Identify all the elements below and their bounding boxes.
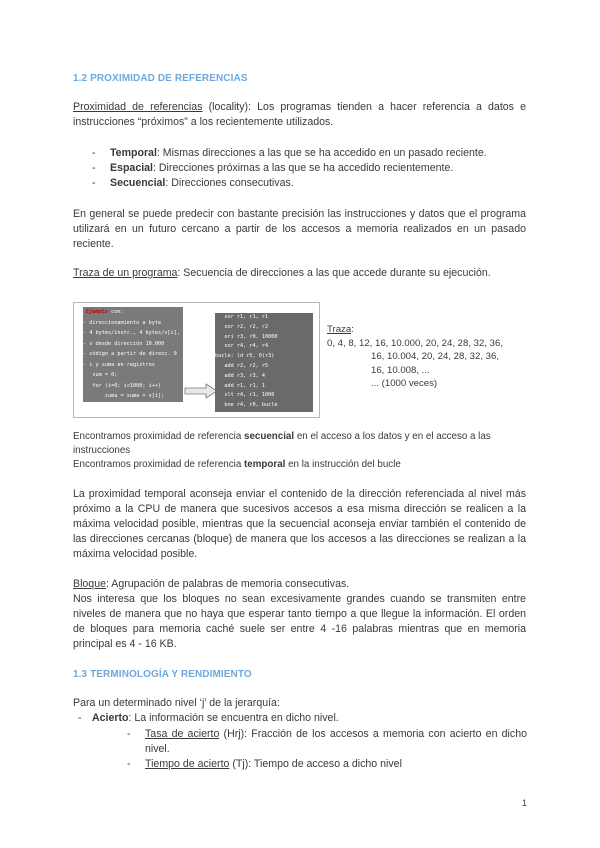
asm-line: bne r4, r0, bucle [215, 402, 278, 409]
paragraph-traza-def [73, 266, 533, 281]
asm-line: add r2, r2, r5 [215, 362, 269, 369]
locality-types-list [92, 146, 530, 191]
text-bloque: : Agrupación de palabras de memoria consecutivas. [106, 578, 350, 590]
traza-line-4: ... (1000 veces) [371, 378, 438, 389]
code-line: - i y suma en registros [83, 361, 155, 368]
acierto-text: : La información se encuentra en dicho nivel. [128, 712, 339, 724]
section-heading-1-3: 1.3 TERMINOLOGÍA Y RENDIMIENTO [73, 669, 252, 680]
finding-text: Encontramos proximidad de referencia [73, 431, 244, 442]
code-line: - código a partir de direcc. 0 [83, 351, 177, 357]
text-proximidad: (locality): Los programas tienden a hacer referencia a datos e instrucciones “próximos” a los recientemente utilizados. [73, 101, 526, 128]
asm-line: add r1, r1, 1 [215, 382, 265, 389]
finding-text: en el acceso a los datos y en el acceso a las instrucciones [73, 431, 491, 456]
tiempo-acierto-item: - Tiempo de acierto (Tj): Tiempo de acceso a dicho nivel [127, 758, 402, 770]
finding-text: Encontramos proximidad de referencia [73, 459, 244, 470]
bullet-text: : Direcciones próximas a las que se ha accedido recientemente. [153, 162, 454, 174]
code-line: - v desde dirección 10.000 [83, 340, 165, 347]
bullet-text: : Mismas direcciones a las que se ha accedido en un pasado reciente. [156, 147, 487, 159]
code-line: suma = suma + v[i]; [83, 393, 165, 399]
example-title: Ejemplo [86, 309, 108, 315]
asm-line: xor r1, r1, r1 [215, 314, 269, 320]
asm-line: slt r4, r1, 1000 [215, 392, 275, 399]
section-heading-1-2: 1.2 PROXIMIDAD DE REFERENCIAS [73, 73, 248, 84]
asm-line: add r3, r3, 4 [215, 372, 265, 379]
list-item: - Temporal: Mismas direcciones a las que se ha accedido en un pasado reciente. [92, 147, 487, 159]
paragraph-tamano-bloques: Nos interesa que los bloques no sean excesivamente grandes cuando se transmiten entre niveles de manera que no haya que esperar tanto tiempo a que llegue la información. El orden de bloques para memoria caché suele ser entre 4 -16 palabras mientras que en memoria principal es 4 - 16 KB. [73, 593, 526, 650]
list-item: - Espacial: Direcciones próximas a las que se ha accedido recientemente. [92, 162, 454, 174]
traza-colon: : [351, 324, 354, 335]
term-bloque: Bloque [73, 578, 106, 590]
finding-text: en la instrucción del bucle [285, 459, 401, 470]
term-secuencial: Secuencial [110, 177, 166, 189]
paragraph-bloque [73, 577, 533, 592]
page-number: 1 [522, 798, 528, 808]
asm-line: ori r3, r0, 10000 [215, 333, 278, 340]
bullet-text: : Direcciones consecutivas. [165, 177, 294, 189]
traza-line-2: 16, 10.004, 20, 24, 28, 32, 36, [371, 351, 500, 362]
tasa-acierto-item: - Tasa de acierto (Hrj): Fracción de los accesos a memoria con acierto en dicho nivel. [127, 728, 527, 755]
traza-label [327, 323, 354, 336]
example-code-panel [83, 307, 183, 402]
term-acierto: Acierto [92, 712, 129, 724]
traza-line-1: 0, 4, 8, 12, 16, 10.000, 20, 24, 28, 32, 36, [327, 338, 504, 349]
traza-label-text: Traza [327, 324, 352, 335]
assembly-code-panel [215, 313, 313, 412]
text-traza-def: : Secuencia de direcciones a las que accede durante su ejecución. [177, 267, 491, 279]
term-traza-programa: Traza de un programa [73, 267, 178, 279]
traza-line-3: 16, 10.008, ... [371, 365, 430, 376]
list-item: - Secuencial: Direcciones consecutivas. [92, 177, 294, 189]
asm-line: xor r2, r2, r2 [215, 323, 269, 330]
example-figure [73, 302, 320, 418]
intro-jerarquia: Para un determinado nivel ‘j’ de la jerarquía: [73, 697, 280, 709]
asm-line: xor r4, r4, r4 [215, 343, 269, 350]
term-espacial: Espacial [110, 162, 153, 174]
term-tiempo-acierto: Tiempo de acierto [145, 758, 230, 770]
paragraph-proximidad-temporal: La proximidad temporal aconseja enviar el contenido de la dirección referenciada al nivel más próximo a la CPU de manera que sucesivos accesos a esa misma dirección se realicen a la máxima velocidad posible, mientras que la secuencial aconseja enviar también el contenido de las direcciones cercanas (bloque) de manera que los accesos a las direcciones se realizan a la máxima velocidad posible. [73, 488, 526, 560]
finding-temporal [73, 458, 533, 472]
example-title-rest: con: [107, 309, 124, 315]
paragraph-proximidad [73, 100, 526, 130]
term-tasa-acierto: Tasa de acierto [145, 728, 220, 740]
term-proximidad: Proximidad de referencias [73, 101, 203, 113]
tiempo-acierto-text: (Tj): Tiempo de acceso a dicho nivel [229, 758, 402, 770]
finding-secuencial [73, 430, 533, 457]
acierto-item: - Acierto: La información se encuentra en dicho nivel. [78, 712, 339, 724]
code-line: sum = 0; [83, 372, 118, 378]
finding-term-temporal: temporal [244, 459, 286, 470]
arrow-right-icon [184, 383, 218, 399]
code-line: - direccionamiento a byte [83, 319, 162, 326]
finding-term-secuencial: secuencial [244, 431, 295, 442]
code-line: - 4 bytes/instr., 4 bytes/v[i], [83, 330, 180, 336]
tasa-acierto-text: (Hrj): Fracción de los accesos a memoria con acierto en dicho nivel. [145, 728, 527, 755]
paragraph-prediccion: En general se puede predecir con bastante precisión las instrucciones y datos que el programa utilizará en un futuro cercano a partir de los accesos a memoria realizados en un pasado reciente. [73, 208, 526, 250]
term-temporal: Temporal [110, 147, 157, 159]
asm-line: bucle: ld r5, 0(r3) [215, 353, 275, 360]
code-line: for (i=0; i<1000; i++) [83, 382, 162, 389]
